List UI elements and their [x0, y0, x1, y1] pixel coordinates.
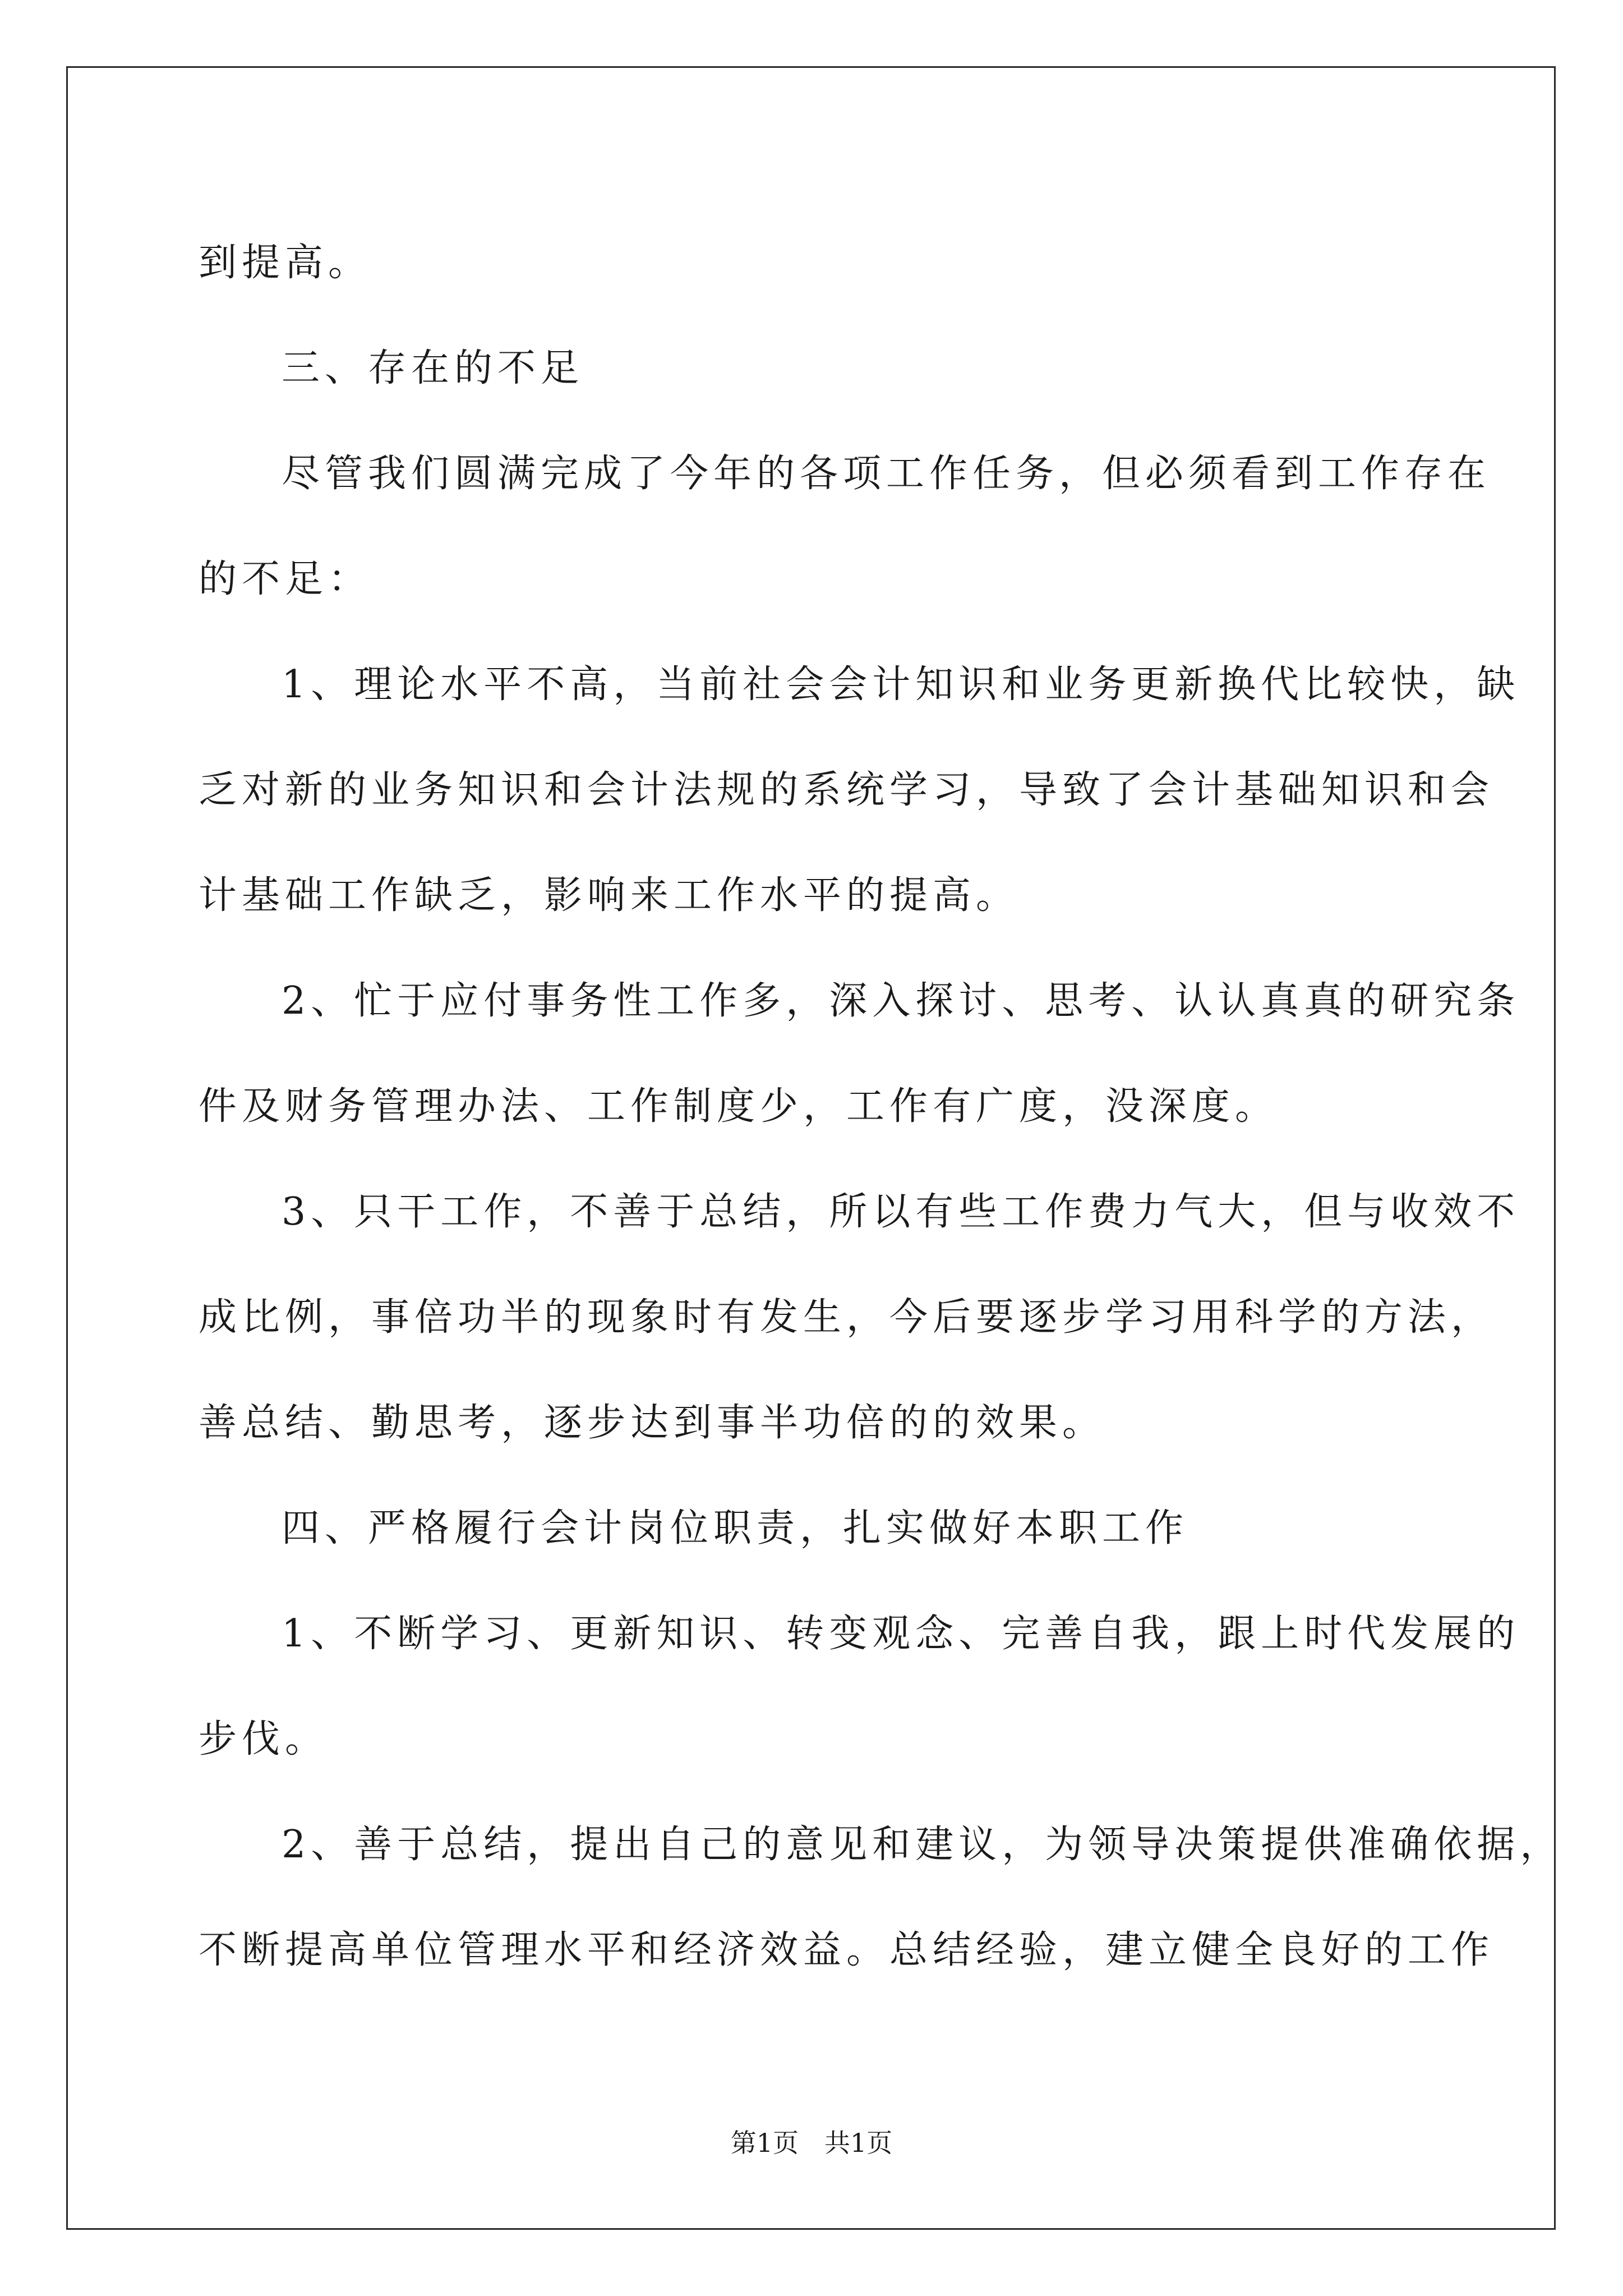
list-item-line: 3、只干工作，不善于总结，所以有些工作费力气大，但与收效不: [282, 1190, 1520, 1234]
paragraph-line: 尽管我们圆满完成了今年的各项工作任务，但必须看到工作存在: [282, 452, 1491, 496]
section-heading-shortcomings: 三、存在的不足: [282, 346, 584, 390]
list-item-line: 1、不断学习、更新知识、转变观念、完善自我，跟上时代发展的: [282, 1612, 1520, 1656]
list-item-line: 善总结、勤思考，逐步达到事半功倍的的效果。: [199, 1401, 1106, 1445]
list-item-line: 1、理论水平不高，当前社会会计知识和业务更新换代比较快，缺: [282, 662, 1520, 707]
list-item-line: 乏对新的业务知识和会计法规的系统学习，导致了会计基础知识和会: [199, 768, 1495, 812]
list-item-line: 件及财务管理办法、工作制度少，工作有广度，没深度。: [199, 1084, 1279, 1129]
paragraph-line: 的不足：: [199, 557, 372, 601]
text-line-continuation: 到提高。: [199, 241, 372, 285]
list-item-line: 成比例，事倍功半的现象时有发生，今后要逐步学习用科学的方法，: [199, 1295, 1495, 1340]
page-number-footer: 第1页 共1页: [730, 2128, 893, 2158]
list-item-line: 计基础工作缺乏，影响来工作水平的提高。: [199, 873, 1020, 918]
list-item-line: 2、善于总结，提出自己的意见和建议，为领导决策提供准确依据，: [282, 1823, 1564, 1867]
list-item-line: 步伐。: [199, 1717, 329, 1761]
section-heading-duties: 四、严格履行会计岗位职责，扎实做好本职工作: [282, 1506, 1189, 1550]
list-item-line: 不断提高单位管理水平和经济效益。总结经验，建立健全良好的工作: [199, 1928, 1495, 1972]
list-item-line: 2、忙于应付事务性工作多，深入探讨、思考、认认真真的研究条: [282, 979, 1520, 1023]
document-body: [199, 210, 1564, 2003]
